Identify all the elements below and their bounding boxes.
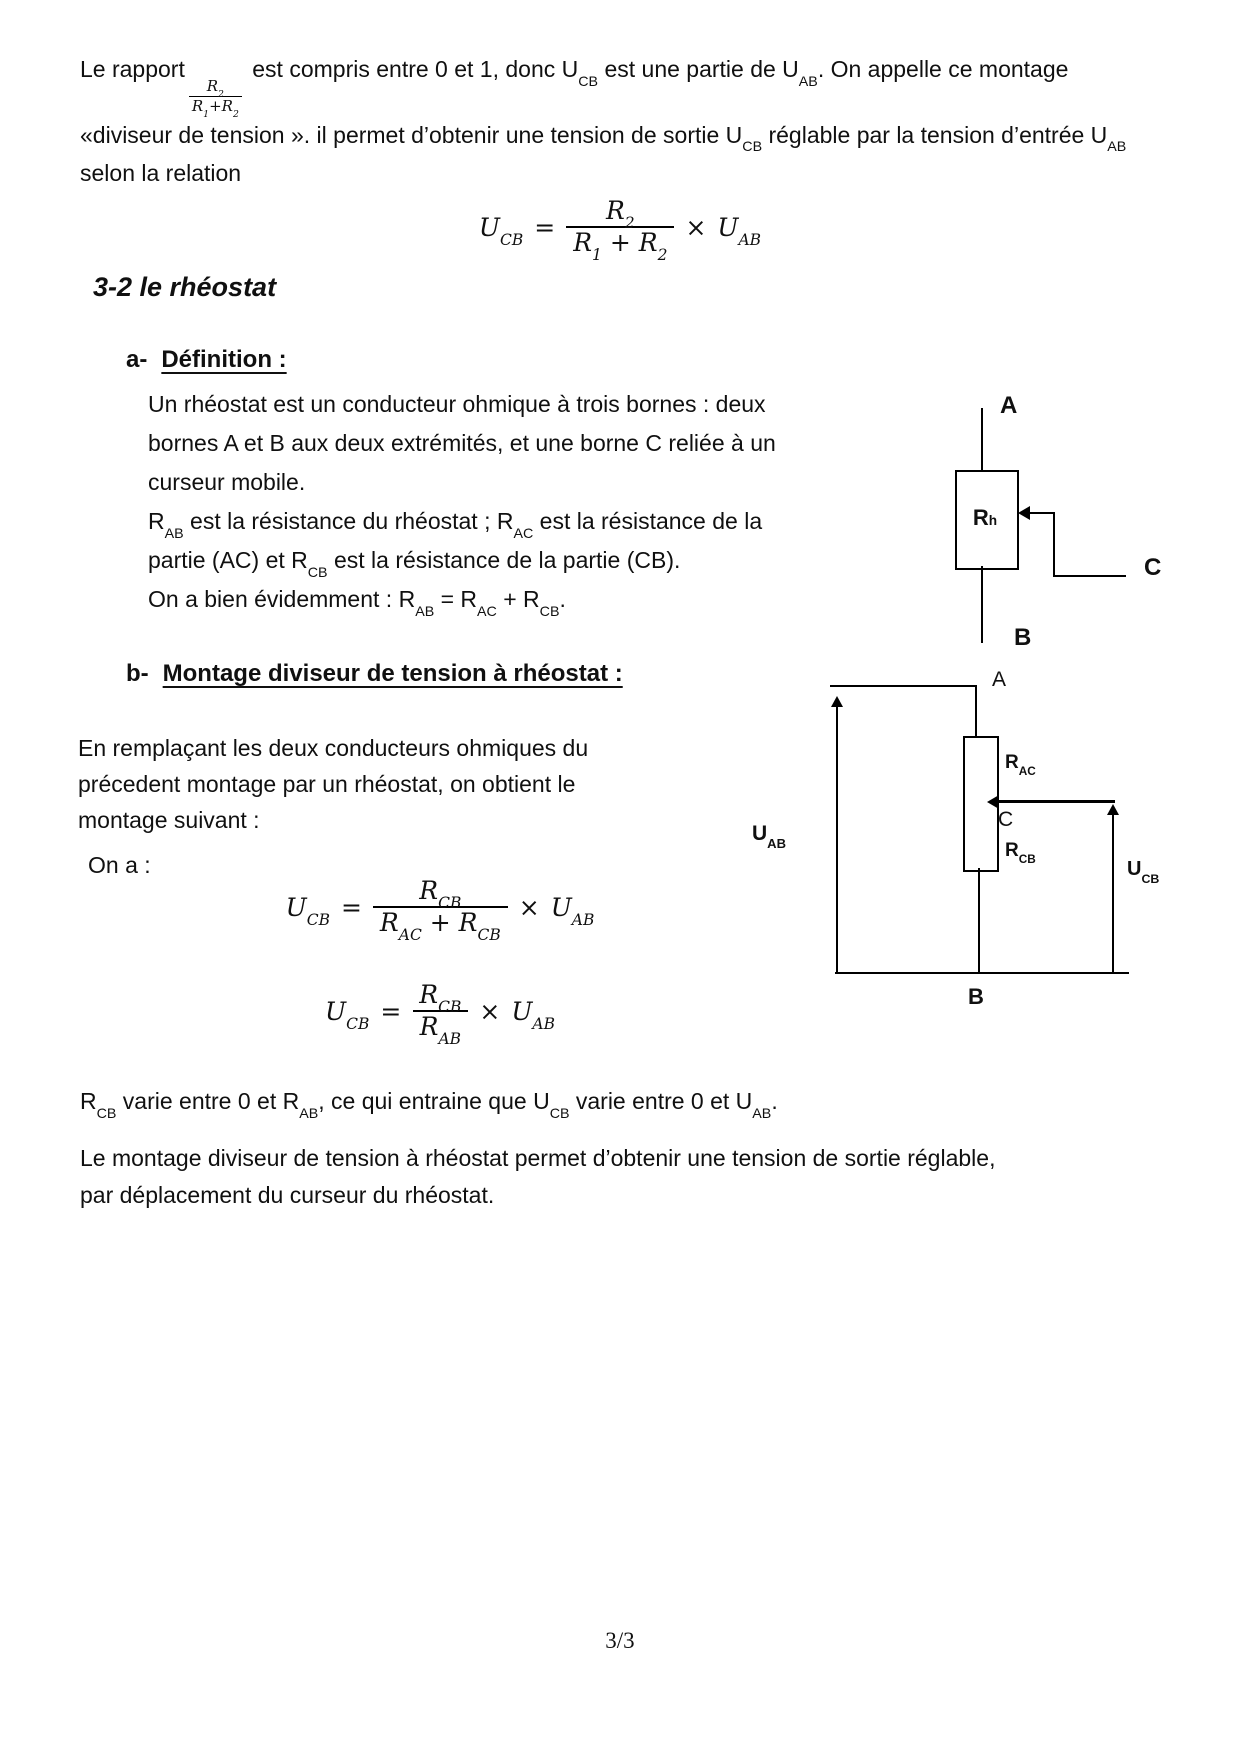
formula1-numerator: $R_2$ [605,196,635,233]
bottom-wire [835,972,1129,974]
rcb-variation-paragraph: $R_{CB}$ varie entre 0 et $R_{AB}$, ce qui entraine que $U_{CB}$ varie entre 0 et $U_{AB}$. [80,1088,778,1122]
definition-paragraph: Un rhéostat est un conducteur ohmique à trois bornes : deux bornes A et B aux deux extrémités, et une borne C reliée à un curseur mobile. $R_{AB}$ est la résistance du rhéostat ; $R_{AC}$ est la résistance de la partie (AC) et $R_{CB}$ est la résistance de la partie (CB). On a bien évidemment : $R_{AB} = R_{AC} + R_{CB}$. [148,391,776,620]
formula3-denominator: $R_{AB}$ [413,1010,468,1042]
uab-label: $U_{AB}$ [752,822,786,852]
subsection-b-heading [126,660,623,688]
formula3-lhs: $U_{CB}$ [325,996,370,1033]
intro-paragraph [80,50,1128,192]
formula1-fraction [566,196,674,265]
node-b-wire [978,868,980,972]
formula3-numerator: $R_{CB}$ [419,980,462,1017]
terminal-a-wire [981,408,983,470]
node-a-label: A [992,668,1007,691]
intro-rest: est compris entre 0 et 1, donc $U_{CB}$ est une partie de $U_{AB}$. On appelle ce montage «diviseur de tension ». il permet d’obtenir une tension de sortie $U_{CB}$ réglable par la tension d’entrée $U_{AB}$ selon la relation [80,56,1127,186]
node-c-label: C [998,808,1014,831]
formula3-fraction [412,980,468,1049]
formula2-fraction [373,876,508,945]
page-number: 3/3 [605,1628,635,1653]
formula2-denominator: $R_{AC} + R_{CB}$ [373,906,508,938]
times-sign: × [479,996,501,1026]
equals-sign: = [534,212,556,242]
terminal-a-label: A [1000,392,1018,419]
subsection-a-marker: a- [126,346,148,373]
node-a-wire [975,685,977,738]
times-sign: × [685,212,707,242]
intro-lead: Le rapport [80,56,185,82]
formula2-rhs: $U_{AB}$ [550,892,595,929]
on-a-label: On a : [88,852,151,878]
rheostat-label: R $_h$ [972,505,998,530]
inline-fraction-denominator: $R_1+R_2$ [189,96,242,116]
formula1-lhs: $U_{CB}$ [478,212,524,249]
terminal-c-label: C [1144,554,1162,581]
wiper-wire-horizontal [1029,512,1055,514]
subsection-b-title: Montage diviseur de tension à rhéostat : [162,660,623,687]
formula2-lhs: $U_{CB}$ [285,892,330,929]
rcb-label: $R_{CB}$ [1005,840,1036,867]
rheostat-symbol-diagram [930,390,1240,660]
inline-fraction-numerator: $R_2$ [206,77,224,101]
subsection-a-title: Définition : [161,346,287,373]
formula-ucb-rac-rcb [190,876,690,945]
ucb-label: $U_{CB}$ [1127,858,1160,886]
rac-label: $R_{AC}$ [1005,752,1036,779]
wiper-wire-vertical [1053,512,1055,577]
formula-ucb-rab [190,980,690,1049]
rheostat-divider-circuit-diagram [740,660,1200,1010]
section-3-2-heading: 3-2 le rhéostat [93,272,277,302]
terminal-b-label: B [1014,624,1032,651]
uab-arrow-line [836,704,838,972]
formula3-rhs: $U_{AB}$ [511,996,555,1033]
equals-sign: = [340,892,362,922]
subsection-b-marker: b- [126,660,149,687]
formula-ucb-r2 [50,196,1190,265]
times-sign: × [518,892,540,922]
inline-fraction [189,77,242,120]
node-b-label: B [968,984,984,1009]
terminal-b-wire [981,566,983,643]
formula2-numerator: $R_{CB}$ [419,876,462,913]
formula1-rhs: $U_{AB}$ [717,212,762,249]
top-wire [830,685,977,687]
equals-sign: = [380,996,402,1026]
montage-paragraph: En remplaçant les deux conducteurs ohmiques du précedent montage par un rhéostat, on obtient le montage suivant : [78,735,589,833]
formula1-denominator: $R_1 + R_2$ [566,226,674,258]
terminal-c-wire [1053,575,1126,577]
closing-paragraph: Le montage diviseur de tension à rhéostat permet d’obtenir une tension de sortie réglable, par déplacement du curseur du rhéostat. [80,1145,996,1208]
ucb-arrow-line [1112,812,1114,972]
subsection-a-heading [126,346,287,374]
wiper-wire [998,800,1115,803]
